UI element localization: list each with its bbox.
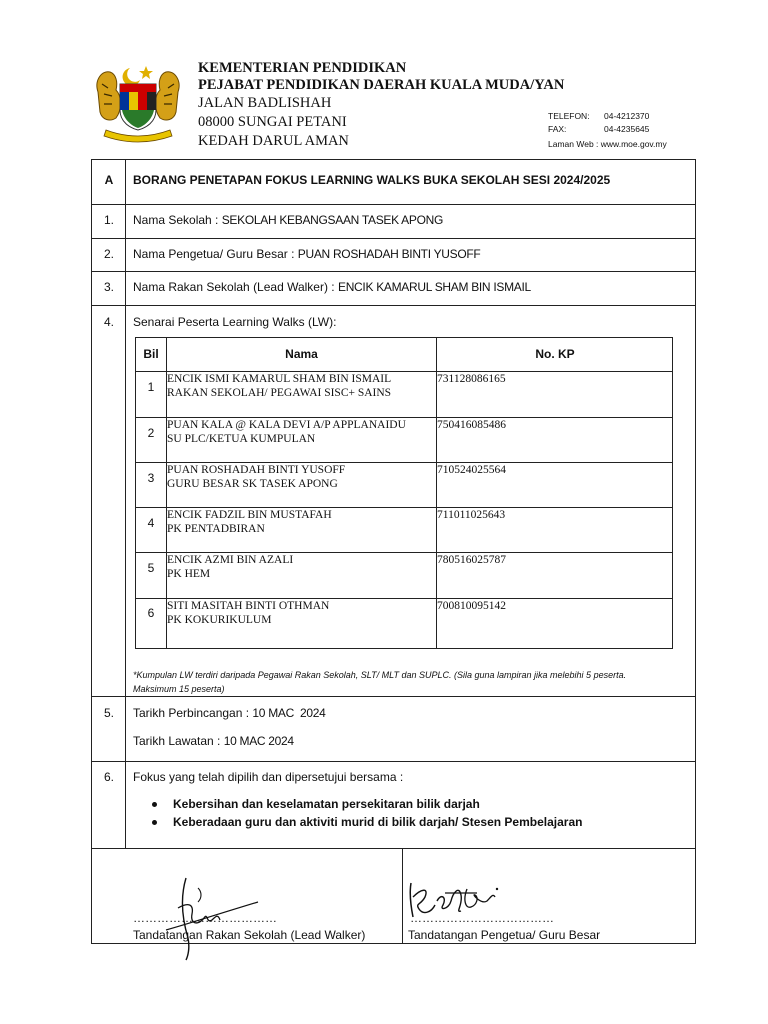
principal-signature-label: Tandatangan Pengetua/ Guru Besar: [408, 928, 601, 942]
list-item: [152, 813, 582, 831]
row-kp: 700810095142: [437, 600, 506, 612]
discussion-date-value: 10 MAC 2024: [252, 706, 326, 720]
row-name: [167, 463, 345, 491]
fax-value: 04-4235645: [604, 124, 650, 134]
row-divider: [92, 848, 695, 849]
item-3: [133, 280, 531, 294]
item-1: [133, 213, 443, 227]
column-divider: [125, 160, 126, 848]
school-name-value: SEKOLAH KEBANGSAAN TASEK APONG: [221, 213, 444, 227]
row-kp: 731128086165: [437, 373, 506, 385]
column-header-bil: Bil: [143, 347, 159, 361]
item-1-number: 1.: [103, 213, 114, 227]
participant-role: RAKAN SEKOLAH/ PEGAWAI SISC+ SAINS: [167, 387, 392, 399]
row-bil: 2: [147, 426, 155, 440]
item-2-number: 2.: [103, 247, 114, 261]
participants-table: [135, 337, 673, 649]
row-divider: [92, 238, 695, 239]
bullet-icon: [152, 802, 157, 807]
focus-label: Fokus yang telah dipilih dan dipersetujui bersama :: [133, 770, 404, 784]
telefon-value: 04-4212370: [604, 111, 650, 121]
principal-value: PUAN ROSHADAH BINTI YUSOFF: [297, 247, 481, 261]
discussion-date: [133, 706, 326, 720]
letterhead: [198, 60, 564, 151]
signature-line-left: ………………………………: [133, 911, 277, 925]
contact-info: [548, 110, 667, 151]
column-header-nama: Nama: [285, 347, 318, 361]
row-bil: 3: [147, 471, 155, 485]
row-bil: 4: [147, 516, 155, 530]
address-line-2: 08000 SUNGAI PETANI: [198, 114, 347, 130]
row-bil: 5: [147, 561, 155, 575]
list-item: [152, 795, 582, 813]
signature-line-right: ………………………………: [410, 911, 554, 925]
column-header-kp: No. KP: [535, 347, 575, 361]
visit-date: [133, 734, 294, 748]
lead-walker-value: ENCIK KAMARUL SHAM BIN ISMAIL: [337, 280, 531, 294]
focus-item: Keberadaan guru dan aktiviti murid di bilik darjah/ Stesen Pembelajaran: [173, 815, 583, 829]
focus-item: Kebersihan dan keselamatan persekitaran bilik darjah: [173, 797, 480, 811]
school-name-label: Nama Sekolah :: [133, 213, 222, 227]
participant-name: PUAN ROSHADAH BINTI YUSOFF: [167, 464, 346, 476]
office-name: PEJABAT PENDIDIKAN DAERAH KUALA MUDA/YAN: [198, 77, 565, 93]
item-2: [133, 247, 480, 261]
row-bil: 6: [147, 606, 155, 620]
participant-role: PK PENTADBIRAN: [167, 523, 265, 535]
item-6-number: 6.: [103, 770, 114, 784]
focus-list: [152, 795, 582, 831]
telefon-label: TELEFON:: [548, 111, 590, 121]
row-kp: 711011025643: [437, 509, 506, 521]
ministry-crest-logo: [92, 62, 184, 144]
participant-name: ENCIK AZMI BIN AZALI: [167, 554, 294, 566]
form-title: BORANG PENETAPAN FOKUS LEARNING WALKS BUKA SEKOLAH SESI 2024/2025: [133, 173, 611, 187]
row-divider: [92, 271, 695, 272]
item-3-number: 3.: [103, 280, 114, 294]
participant-name: ENCIK FADZIL BIN MUSTAFAH: [167, 509, 332, 521]
participant-role: SU PLC/KETUA KUMPULAN: [167, 433, 316, 445]
discussion-date-label: Tarikh Perbincangan :: [133, 706, 253, 720]
visit-date-label: Tarikh Lawatan :: [133, 734, 224, 748]
note-line-2: Maksimum 15 peserta): [133, 684, 225, 694]
bullet-icon: [152, 820, 157, 825]
section-a-number: A: [104, 173, 114, 187]
address-line-1: JALAN BADLISHAH: [198, 95, 332, 111]
row-kp: 750416085486: [437, 419, 506, 431]
row-divider: [92, 761, 695, 762]
row-kp: 710524025564: [437, 464, 506, 476]
form-table: [91, 159, 696, 944]
row-divider: [92, 305, 695, 306]
participant-name: PUAN KALA @ KALA DEVI A/P APPLANAIDU: [167, 419, 406, 431]
participants-label: Senarai Peserta Learning Walks (LW):: [133, 315, 337, 329]
row-bil: 1: [147, 380, 155, 394]
row-name: [167, 418, 406, 446]
note-line-1: *Kumpulan LW terdiri daripada Pegawai Rakan Sekolah, SLT/ MLT dan SUPLC. (Sila guna lampiran jika melebihi 5 peserta.: [133, 670, 627, 680]
signature-divider: [402, 848, 403, 944]
row-divider: [92, 696, 695, 697]
ministry-name: KEMENTERIAN PENDIDIKAN: [198, 60, 407, 76]
lead-walker-label: Nama Rakan Sekolah (Lead Walker) :: [133, 280, 338, 294]
row-name: [167, 553, 293, 581]
participant-name: ENCIK ISMI KAMARUL SHAM BIN ISMAIL: [167, 373, 392, 385]
fax-label: FAX:: [548, 124, 567, 134]
row-name: [167, 372, 391, 400]
participant-role: PK HEM: [167, 568, 211, 580]
principal-label: Nama Pengetua/ Guru Besar :: [133, 247, 298, 261]
lead-walker-signature-label: Tandatangan Rakan Sekolah (Lead Walker): [133, 928, 366, 942]
item-4-number: 4.: [103, 315, 114, 329]
row-divider: [92, 204, 695, 205]
lead-walker-signature: [158, 868, 268, 963]
principal-signature: [405, 875, 505, 923]
row-kp: 780516025787: [437, 554, 506, 566]
web-address: Laman Web : www.moe.gov.my: [548, 139, 667, 149]
visit-date-value: 10 MAC 2024: [223, 734, 294, 748]
participant-role: GURU BESAR SK TASEK APONG: [167, 478, 338, 490]
address-line-3: KEDAH DARUL AMAN: [198, 133, 349, 149]
participant-name: SITI MASITAH BINTI OTHMAN: [167, 600, 330, 612]
participant-role: PK KOKURIKULUM: [167, 614, 272, 626]
row-name: [167, 508, 332, 536]
participants-note: [133, 668, 693, 696]
item-5-number: 5.: [103, 706, 114, 720]
row-name: [167, 599, 329, 627]
